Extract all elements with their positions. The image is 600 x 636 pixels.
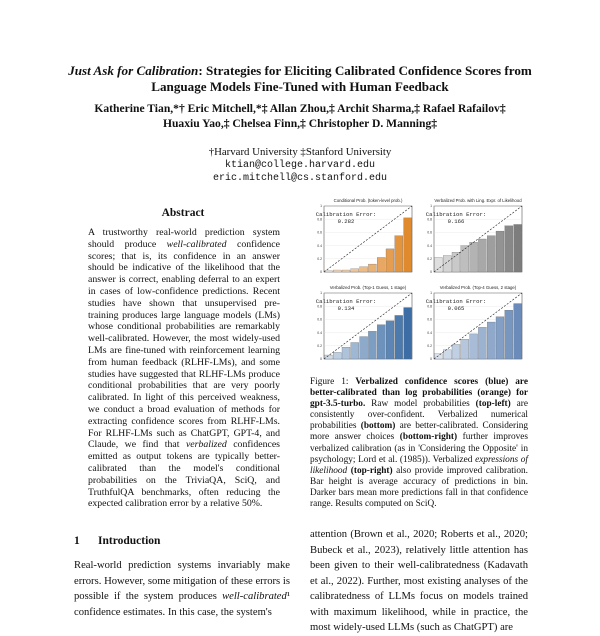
section-heading <box>74 535 160 547</box>
calibration-bar <box>461 339 469 359</box>
y-tick-label: 1 <box>430 291 432 296</box>
section-number: 1 <box>74 535 80 547</box>
abstract-emphasis-2: verbalized <box>185 439 227 451</box>
affiliation-line: †Harvard University ‡Stanford University <box>208 146 392 158</box>
calibration-bar <box>324 355 332 359</box>
y-tick-label: 0.8 <box>317 304 322 309</box>
figure-panel-bottom-right <box>422 285 526 365</box>
calibration-bar <box>443 350 451 359</box>
calibration-bar <box>505 226 513 272</box>
caption-ref-top-left: (top-left) <box>475 399 511 410</box>
y-tick-label: 0 <box>320 357 322 362</box>
calibration-error-label: Calibration Error: <box>425 211 487 218</box>
y-tick-label: 0.6 <box>427 230 432 235</box>
calibration-bar <box>377 257 385 272</box>
calibration-bar <box>333 270 341 272</box>
calibration-bar <box>487 236 495 272</box>
calibration-error-label: Calibration Error: <box>425 298 487 305</box>
y-tick-label: 0.8 <box>427 304 432 309</box>
figure-panel-top-right <box>422 198 526 278</box>
email-1: ktian@college.harvard.edu <box>224 160 376 171</box>
y-tick-label: 0.6 <box>317 230 322 235</box>
caption-text-3: are better-calibrated. Considering more answer choices <box>310 421 528 443</box>
intro-emphasis: well-calibrated <box>222 591 287 602</box>
calibration-bar <box>478 239 486 272</box>
y-tick-label: 0.2 <box>427 257 432 261</box>
calibration-bar <box>452 344 460 359</box>
figure-panel-top-left <box>312 198 416 278</box>
calibration-bar <box>496 231 504 272</box>
y-tick-label: 0.6 <box>427 317 432 322</box>
abstract-emphasis-1: well-calibrated <box>166 238 227 250</box>
y-tick-label: 0.4 <box>427 243 432 248</box>
email-2: eric.mitchell@cs.stanford.edu <box>212 173 388 184</box>
affiliations <box>40 146 560 185</box>
calibration-bar <box>360 337 368 359</box>
y-tick-label: 0.8 <box>317 217 322 222</box>
y-tick-label: 0.4 <box>317 330 322 335</box>
calibration-bar <box>351 343 359 360</box>
calibration-bar <box>377 325 385 359</box>
y-tick-label: 0.2 <box>317 257 322 261</box>
title-rest: : Strategies for Eliciting Calibrated Confidence Scores from Language Models Fine-Tuned with Human Feedback <box>151 63 532 94</box>
calibration-bar <box>333 352 341 359</box>
calibration-bar <box>487 322 495 359</box>
y-tick-label: 0.2 <box>317 344 322 348</box>
title-emphasis: Just Ask for Calibration <box>68 63 199 78</box>
caption-ref-top-right: (top-right) <box>350 465 393 476</box>
caption-bold-lead: Verbalized confidence scores (blue) are better-calibrated than log probabilities (orange) for gpt-3.5-turbo. <box>310 377 528 410</box>
calibration-error-label: Calibration Error: <box>315 298 377 305</box>
calibration-bar <box>470 242 478 272</box>
calibration-bar <box>404 218 412 272</box>
caption-text-6: also provide improved calibration. Bar height is average accuracy of predictions in bin. Darker bars mean more predictions fall in that confidence range. Results computed on SciQ. <box>310 465 528 510</box>
calibration-bar <box>386 321 394 359</box>
caption-text-1: Raw model probabilities <box>365 399 476 410</box>
column-2-body: attention (Brown et al., 2020; Roberts et al., 2020; Bubeck et al., 2023), relatively little attention has been given to their well-calibratedness (Kadavath et al., 2022). Further, most existing analyses of the calibratedness of LLMs focus on models trained with maximum likelihood, while in practice, the most widely-used LLMs (such as ChatGPT) are <box>310 529 528 633</box>
calibration-bar <box>395 236 403 272</box>
calibration-error-value: 0.166 <box>447 218 465 225</box>
abstract-text-3: confidences emitted as output tokens are typically better-calibrated than the model's conditional probabilities on the TriviaQA, SciQ, and TruthfulQA benchmarks, often reducing the expected calibration error by a relative 50%. <box>88 439 280 510</box>
calibration-bar <box>434 257 442 272</box>
intro-paragraph <box>74 558 290 620</box>
calibration-error-value: 0.282 <box>337 218 355 225</box>
calibration-bar <box>342 270 350 272</box>
abstract-text-1: A trustworthy real-world prediction system should produce <box>88 227 280 250</box>
calibration-bar <box>368 331 376 359</box>
calibration-bar <box>342 347 350 359</box>
calibration-bar <box>360 267 368 272</box>
calibration-bar <box>478 327 486 359</box>
abstract-body <box>88 227 280 510</box>
caption-label: Figure 1: <box>310 377 356 387</box>
calibration-bar <box>461 246 469 272</box>
calibration-error-label: Calibration Error: <box>315 211 377 218</box>
caption-ref-bottom-right: (bottom-right) <box>399 432 458 443</box>
y-tick-label: 1 <box>430 204 432 209</box>
intro-text-2: ¹ confidence estimates. In this case, the system's <box>74 591 290 618</box>
paper-title <box>40 63 560 95</box>
calibration-bar <box>470 334 478 359</box>
intro-text-1: Real-world prediction systems invariably make errors. However, some mitigation of these errors is possible if the system produces <box>74 560 290 602</box>
author-list <box>40 101 560 131</box>
panel-title: Verbalized Prob. (Top-1 Guess, 1 stage) <box>329 285 407 290</box>
y-tick-label: 0.2 <box>427 344 432 348</box>
authors-line-1: Katherine Tian,*† Eric Mitchell,*‡ Allan Zhou,‡ Archit Sharma,‡ Rafael Rafailov‡ <box>94 102 506 115</box>
y-tick-label: 0.4 <box>427 330 432 335</box>
calibration-bar <box>386 249 394 272</box>
y-tick-label: 0 <box>320 270 322 275</box>
section-title: Introduction <box>98 535 161 547</box>
calibration-bar <box>434 354 442 359</box>
caption-text-2: are consistently over-confident. Verbalized numerical probabilities <box>310 399 528 432</box>
calibration-error-value: 0.134 <box>337 305 355 312</box>
calibration-bar <box>514 304 522 359</box>
calibration-bar <box>404 308 412 359</box>
panel-title: Verbalized Prob. (Top-4 Guess, 2 stage) <box>439 285 517 290</box>
calibration-error-value: 0.065 <box>447 305 465 312</box>
y-tick-label: 0 <box>430 357 432 362</box>
abstract-heading: Abstract <box>161 207 205 219</box>
figure-caption <box>310 377 528 510</box>
calibration-bar <box>496 317 504 359</box>
y-tick-label: 1 <box>320 204 322 209</box>
caption-ref-bottom: (bottom) <box>360 421 396 432</box>
y-tick-label: 0.8 <box>427 217 432 222</box>
panel-title: Conditional Prob. (token-level prob.) <box>333 198 403 203</box>
calibration-bar <box>395 315 403 359</box>
y-tick-label: 1 <box>320 291 322 296</box>
caption-italic: expressions of likelihood <box>310 454 528 476</box>
abstract-text-2: confidence scores; that is, its confidence in an answer should be indicative of the likelihood that the answer is correct, enabling deferral to an expert in cases of low-confidence predictions. Recent studies have shown that unsupervised pre-training produces large language models (LMs) whose conditional probabilities are remarkably well-calibrated. However, the most widely-used LMs are fine-tuned with reinforcement learning from human feedback (RLHF-LMs), and some studies have suggested that RLHF-LMs produce conditional probabilities that are very poorly calibrated. In light of this perceived weakness, we conduct a broad evaluation of methods for extracting confidence scores from RLHF-LMs. For RLHF-LMs such as ChatGPT, GPT-4, and Claude, we find that <box>88 238 280 451</box>
figure-panel-bottom-left <box>312 285 416 365</box>
caption-text-4: further improves verbalized calibration (as in 'Considering the Opposite' in psychology; Lord et al. (1985)). Verbalized <box>310 432 529 465</box>
y-tick-label: 0.6 <box>317 317 322 322</box>
calibration-bar <box>514 224 522 272</box>
calibration-bar <box>351 269 359 272</box>
calibration-bar <box>452 252 460 272</box>
y-tick-label: 0.4 <box>317 243 322 248</box>
panel-title: Verbalized Prob. with Ling. Expr. of Likelihood <box>434 198 522 203</box>
calibration-bar <box>505 310 513 359</box>
calibration-bar <box>443 256 451 273</box>
authors-line-2: Huaxiu Yao,‡ Chelsea Finn,‡ Christopher D. Manning‡ <box>162 117 438 130</box>
calibration-bar <box>368 264 376 272</box>
y-tick-label: 0 <box>430 270 432 275</box>
